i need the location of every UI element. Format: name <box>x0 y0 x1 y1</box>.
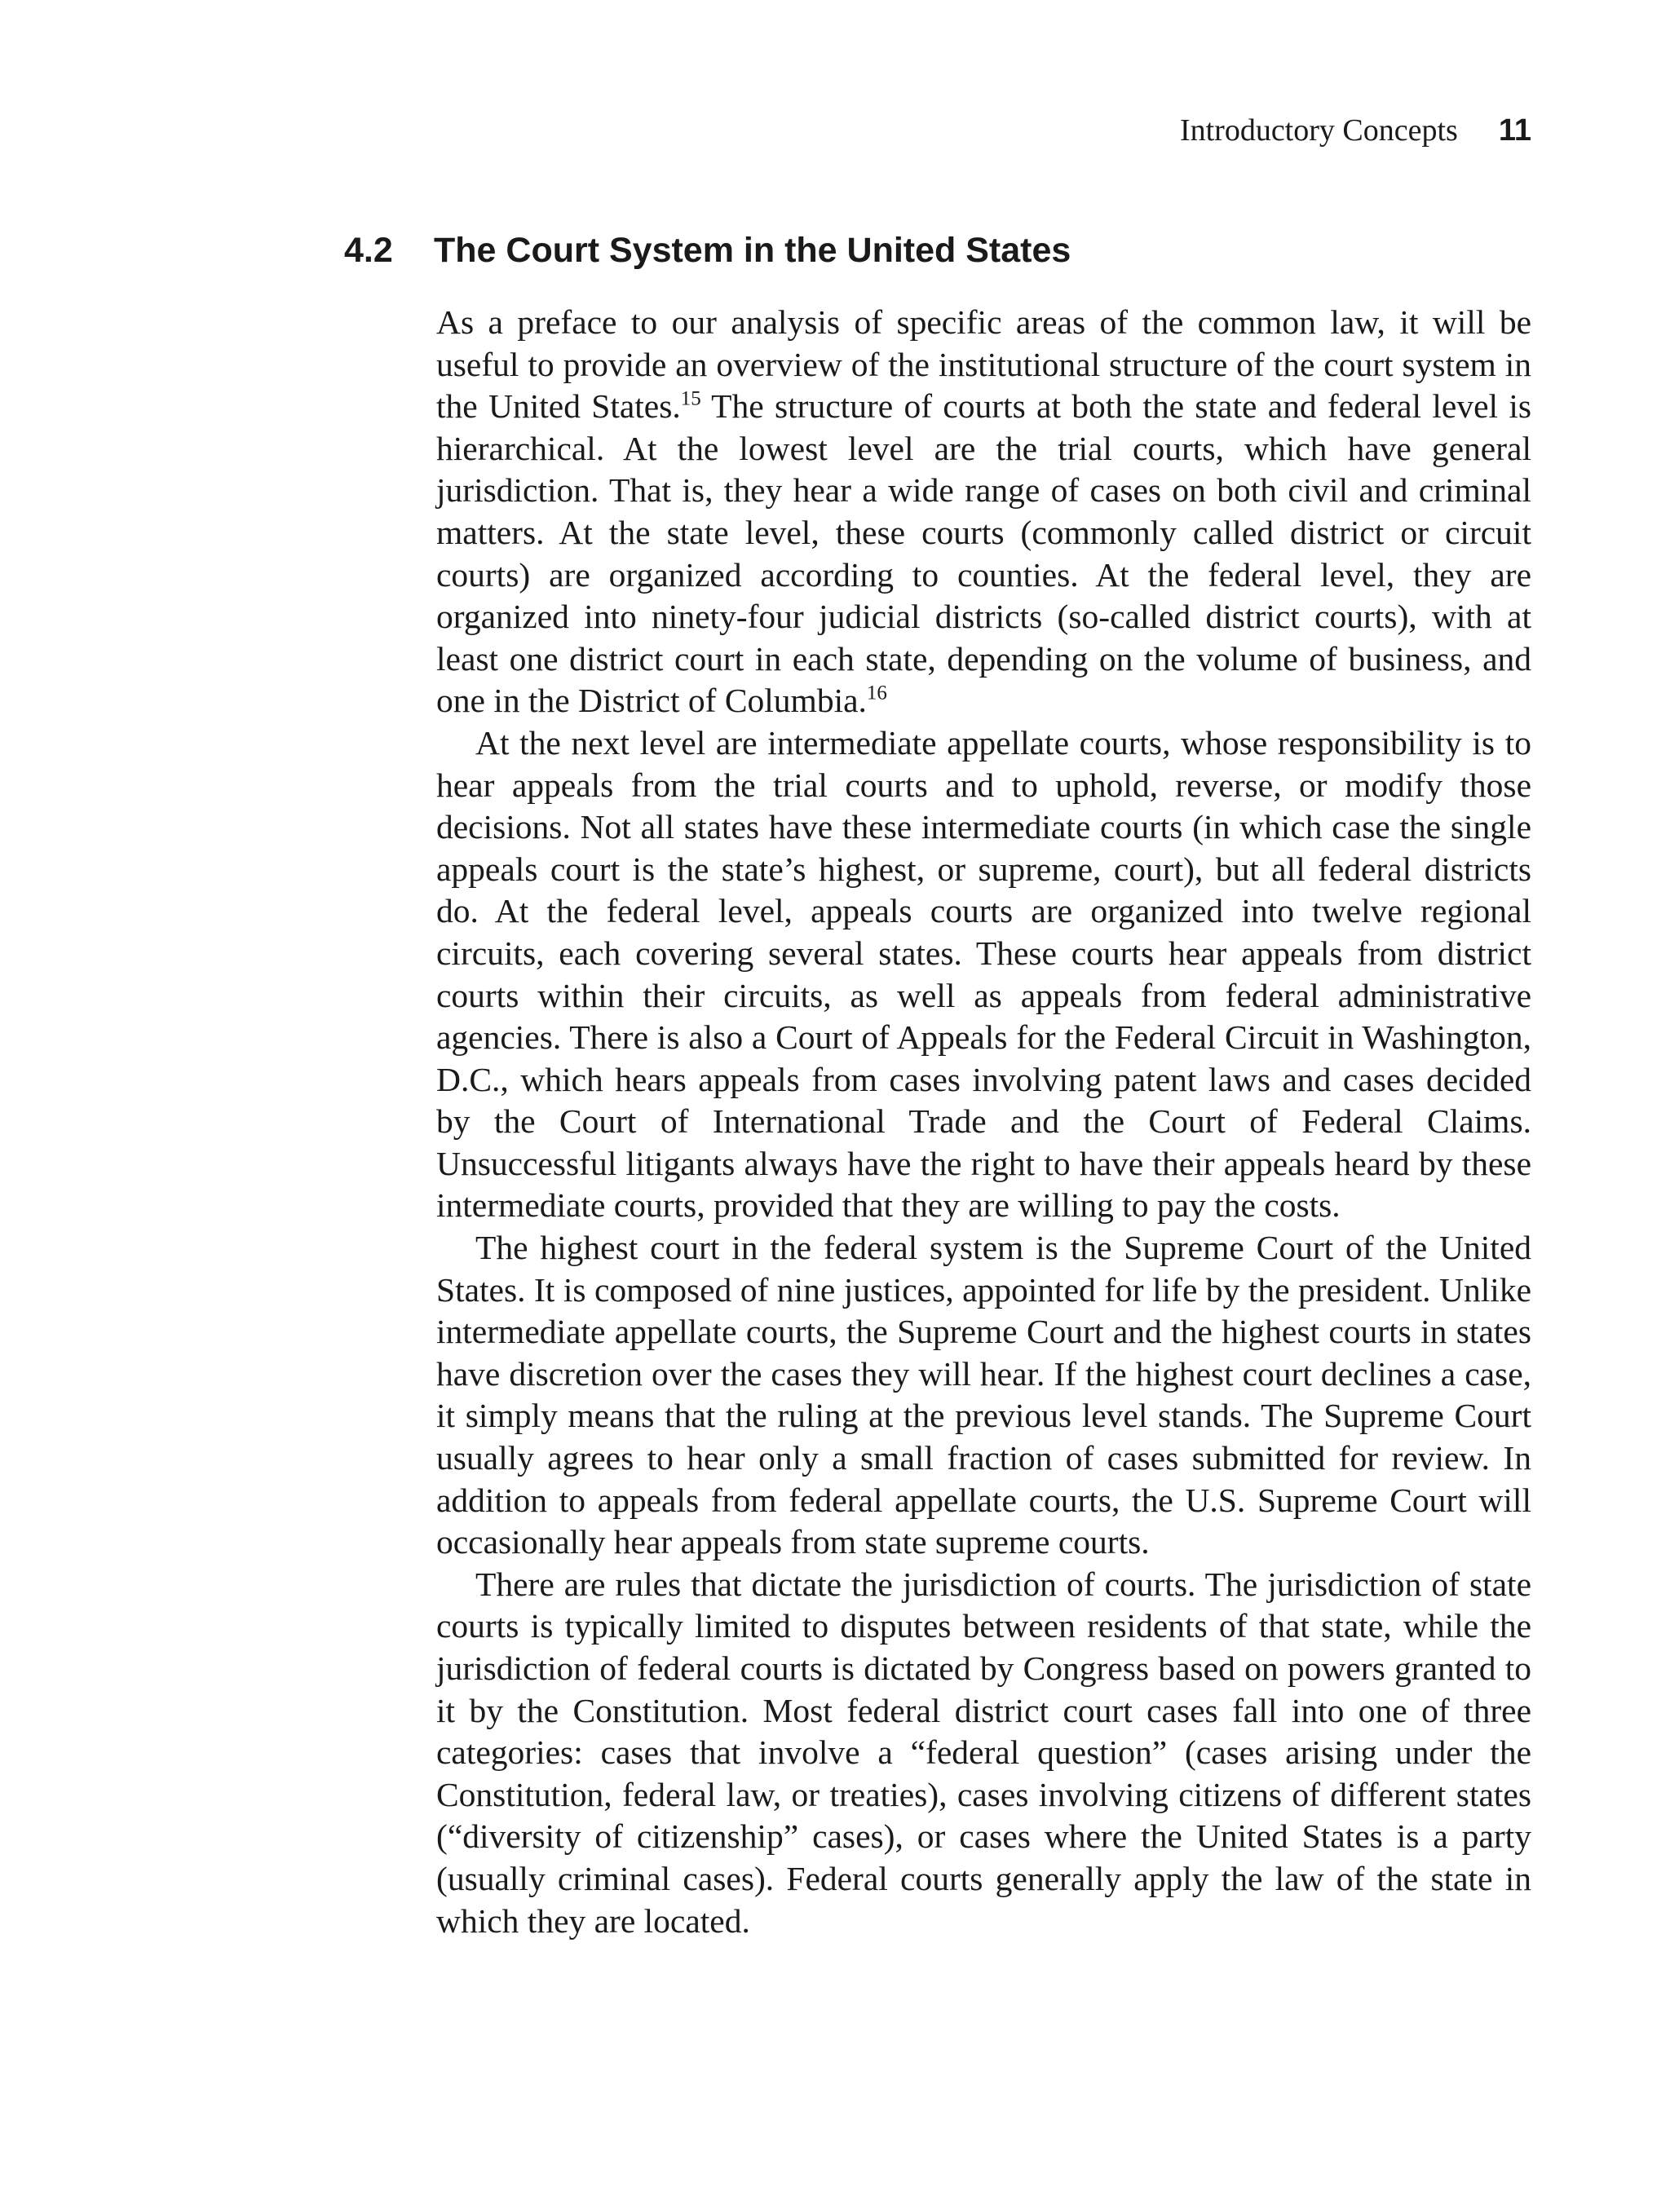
paragraph-text: As a preface to our analysis of specific areas of the common law, it will be useful to provide an overview of the institutional structure of the court system in the United States. <box>436 303 1531 426</box>
section-title: The Court System in the United States <box>434 231 1071 270</box>
running-header <box>1180 113 1531 148</box>
paragraph-text: The structure of courts at both the state and federal level is hierarchical. At the lowest level are the trial courts, which have general jurisdiction. That is, they hear a wide range of cases on both civil and criminal matters. At the state level, these courts (commonly called district or circuit courts) are organized according to counties. At the federal level, they are organized into ninety-four judicial districts (so-called district courts), with at least one district court in each state, depending on the volume of business, and one in the District of Columbia. <box>436 387 1532 720</box>
paragraph-2: At the next level are intermediate appellate courts, whose responsibility is to hear appeals from the trial courts and to uphold, reverse, or modify those decisions. Not all states have these intermediate courts (in which case the single appeals court is the state’s highest, or supreme, court), but all federal districts do. At the federal level, appeals courts are organized into twelve regional circuits, each covering several states. These courts hear appeals from district courts within their circuits, as well as appeals from federal administrative agencies. There is also a Court of Appeals for the Federal Circuit in Washington, D.C., which hears appeals from cases involving patent laws and cases decided by the Court of International Trade and the Court of Federal Claims. Unsuccessful litigants always have the right to have their appeals heard by these intermediate courts, provided that they are willing to pay the costs. <box>436 723 1531 1225</box>
section-heading <box>344 231 1071 271</box>
page-number: 11 <box>1498 113 1531 148</box>
paragraph-1 <box>436 302 1531 722</box>
section-number: 4.2 <box>344 231 393 270</box>
footnote-ref-15: 15 <box>680 387 701 410</box>
running-title: Introductory Concepts <box>1179 113 1458 148</box>
body-text <box>436 302 1531 1942</box>
paragraph-3: The highest court in the federal system is the Supreme Court of the United States. It is composed of nine justices, appointed for life by the president. Unlike intermediate appellate courts, the Supreme Court and the highest courts in states have discretion over the cases they will hear. If the highest court declines a case, it simply means that the ruling at the previous level stands. The Supreme Court usually agrees to hear only a small fraction of cases submitted for review. In addition to appeals from federal appellate courts, the U.S. Supreme Court will occasionally hear appeals from state supreme courts. <box>436 1229 1531 1561</box>
paragraph-4: There are rules that dictate the jurisdiction of courts. The jurisdiction of state courts is typically limited to disputes between residents of that state, while the jurisdiction of federal courts is dictated by Congress based on powers granted to it by the Constitution. Most federal district court cases fall into one of three categories: cases that involve a “federal question” (cases arising under the Constitution, federal law, or treaties), cases involving citizens of different states (“diversity of citizenship” cases), or cases where the United States is a party (usually criminal cases). Federal courts generally apply the law of the state in which they are located. <box>436 1565 1531 1940</box>
footnote-ref-16: 16 <box>866 682 887 704</box>
